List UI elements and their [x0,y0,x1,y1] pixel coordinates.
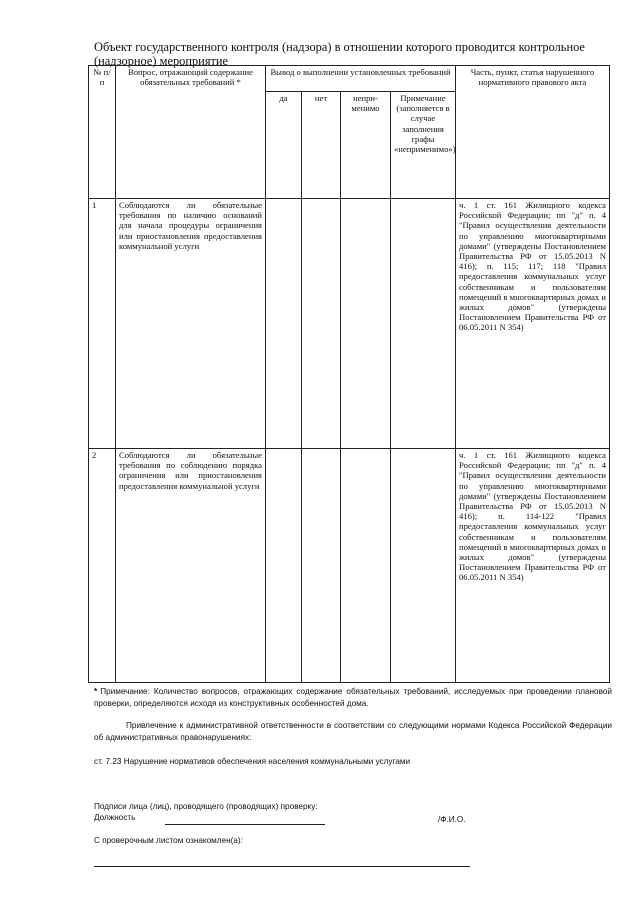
table-row [89,449,610,683]
row-question: Соблюдаются ли обязательные требования по наличию оснований для начала процедуры ограничения или приостановления предоставления коммунальной услуги [116,199,266,449]
acknowledgement-label: С проверочным листом ознакомлен(а): [94,836,243,845]
row-na-cell[interactable] [341,199,391,449]
row-note-cell[interactable] [391,199,456,449]
header-not-applicable: непри-менимо [341,92,391,199]
footnote-text: Примечание: Количество вопросов, отражающих содержание обязательных требований, исследуемых при проведении плановой проверки, определяются исходя из конструктивных особенностей дома. [94,687,612,708]
header-conclusion: Вывод о выполнении установленных требований [266,66,456,92]
position-label: Должность [94,813,136,822]
row-legal-act: ч. 1 ст. 161 Жилищного кодекса Российской Федерации; пп "д" п. 4 "Правил осуществления деятельности по управлению многоквартирными домами" (утверждены Постановлением Правительства РФ от 15.05.2013 N 416); п. 114-122 "Правил предоставления коммунальных услуг собственникам и пользователям помещений в многоквартирных домах и жилых домов" (утверждены Постановлением Правительства РФ от 06.05.2011 N 354) [456,449,610,683]
header-legal-act: Часть, пункт, статья нарушенного нормативного правового акта [456,66,610,199]
row-yes-cell[interactable] [266,199,302,449]
checklist-table [88,65,610,683]
row-yes-cell[interactable] [266,449,302,683]
fio-label: /Ф.И.О. [438,815,466,824]
liability-paragraph: Привлечение к административной ответственности в соответствии со следующими нормами Кодекса Российской Федерации об административных правонарушениях: [94,721,612,742]
position-signature-line[interactable] [165,824,325,825]
document-heading: Объект государственного контроля (надзора) в отношении которого проводится контрольное (надзорное) мероприятие [94,40,585,68]
row-legal-act: ч. 1 ст. 161 Жилищного кодекса Российской Федерации; пп "д" п. 4 "Правил осуществления деятельности по управлению многоквартирными домами" (утверждены Постановлением Правительства РФ от 15.05.2013 N 416); п. 115; 117; 118 "Правил предоставления коммунальных услуг собственникам и пользователям помещений в многоквартирных домах и жилых домов" (утверждены Постановлением Правительства РФ от 06.05.2011 N 354) [456,199,610,449]
acknowledgement-line[interactable] [94,866,470,867]
row-question: Соблюдаются ли обязательные требования по соблюдению порядка ограничения или приостановления предоставления коммунальной услуги [116,449,266,683]
row-number: 1 [89,199,116,449]
header-number: № п/п [89,66,116,199]
header-yes: да [266,92,302,199]
header-note: Примечание (заполняется в случае заполнения графы «неприменимо») [391,92,456,199]
table-row [89,199,610,449]
header-no: нет [302,92,341,199]
liability-article: ст. 7.23 Нарушение нормативов обеспечения населения коммунальными услугами [94,757,411,766]
table-header-row [89,66,610,92]
row-no-cell[interactable] [302,199,341,449]
signature-title: Подписи лица (лиц), проводящего (проводящих) проверку: [94,802,318,811]
row-no-cell[interactable] [302,449,341,683]
footnote-star: * [94,687,98,696]
row-number: 2 [89,449,116,683]
row-note-cell[interactable] [391,449,456,683]
footnote [94,686,612,709]
row-na-cell[interactable] [341,449,391,683]
header-question: Вопрос, отражающий содержание обязательных требований * [116,66,266,199]
